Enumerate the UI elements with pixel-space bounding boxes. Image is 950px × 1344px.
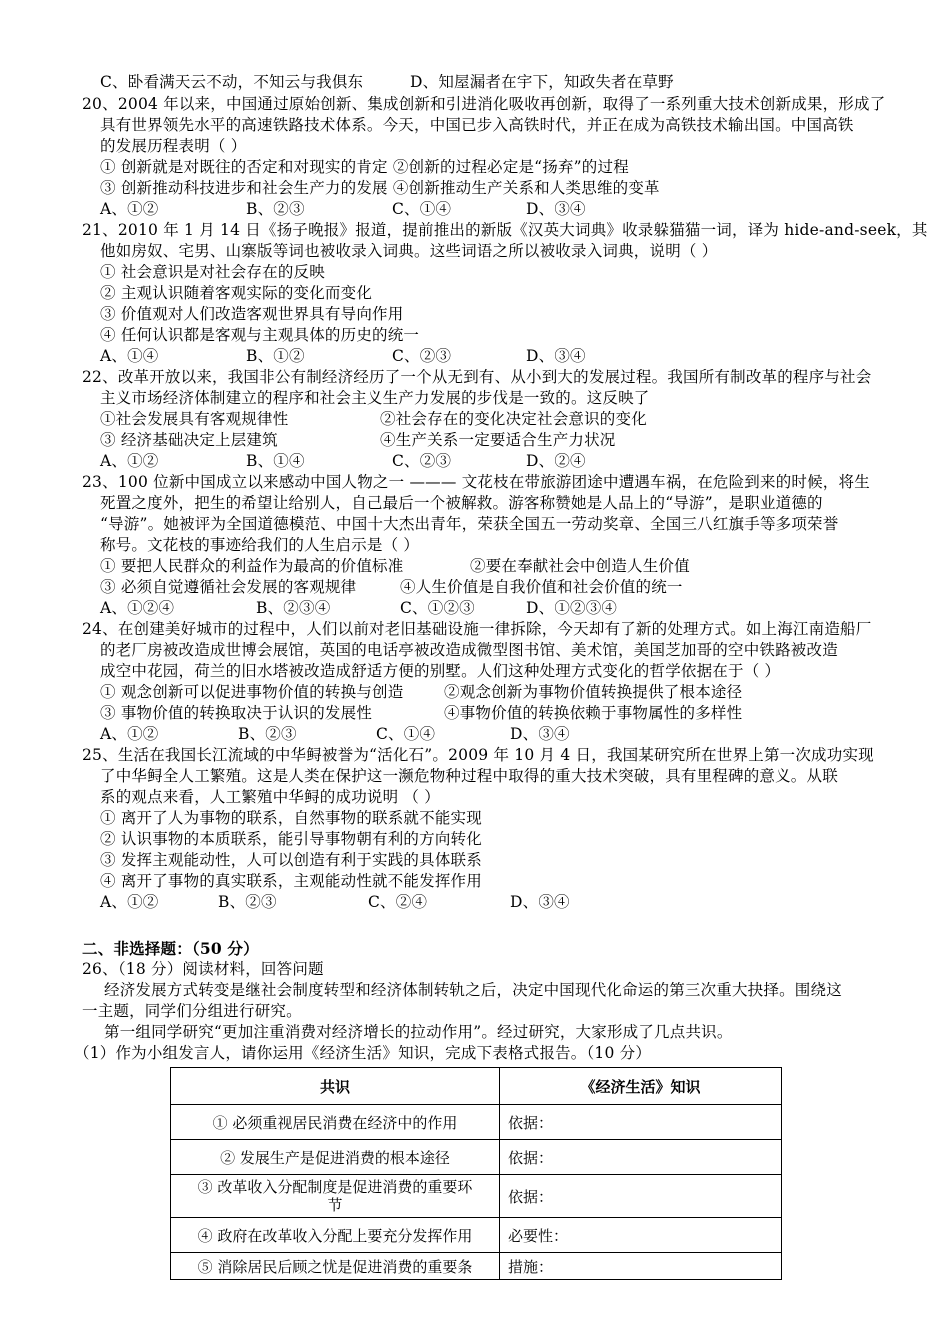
q25-option-c: C、②④ bbox=[368, 893, 428, 911]
q24-option-d: D、③④ bbox=[510, 725, 570, 743]
q21-statement-4: ④ 任何认识都是客观与主观具体的历史的统一 bbox=[100, 326, 420, 344]
q23-option-d: D、①②③④ bbox=[526, 599, 618, 617]
q20-option-a: A、①② bbox=[100, 200, 159, 218]
q20-stem-line2: 具有世界领先水平的高速铁路技术体系。今天，中国已步入高铁时代，并正在成为高铁技术输出国。中国高铁 bbox=[100, 116, 854, 134]
answer-cell[interactable]: 必要性： bbox=[500, 1218, 782, 1253]
q21-option-c: C、②③ bbox=[392, 347, 452, 365]
q26-material-line1: 经济发展方式转变是继社会制度转型和经济体制转轨之后，决定中国现代化命运的第三次重大抉择。围绕这 bbox=[104, 981, 842, 999]
table-header-consensus: 共识 bbox=[171, 1068, 500, 1105]
q22-statement-3: ③ 经济基础决定上层建筑 bbox=[100, 431, 278, 449]
q22-statement-2: ②社会存在的变化决定社会意识的变化 bbox=[380, 410, 647, 428]
q24-statement-3: ③ 事物价值的转换取决于认识的发展性 bbox=[100, 704, 373, 722]
q23-stem-line1: 23、100 位新中国成立以来感动中国人物之一 ——— 文花枝在带旅游团途中遭遇车祸，在危险到来的时候，将生 bbox=[82, 473, 870, 491]
q25-statement-3: ③ 发挥主观能动性，人可以创造有利于实践的具体联系 bbox=[100, 851, 482, 869]
q22-option-d: D、②④ bbox=[526, 452, 586, 470]
q25-stem-line1: 25、生活在我国长江流域的中华鲟被誉为“活化石”。2009 年 10 月 4 日，我国某研究所在世界上第一次成功实现 bbox=[82, 746, 874, 764]
q24-statement-1: ① 观念创新可以促进事物价值的转换与创造 bbox=[100, 683, 404, 701]
report-table bbox=[170, 1067, 782, 1280]
q24-stem-line1: 24、在创建美好城市的过程中，人们以前对老旧基础设施一律拆除，今天却有了新的处理方式。如上海江南造船厂 bbox=[82, 620, 872, 638]
q25-statement-1: ① 离开了人为事物的联系，自然事物的联系就不能实现 bbox=[100, 809, 482, 827]
consensus-cell: ② 发展生产是促进消费的根本途径 bbox=[171, 1140, 500, 1175]
q23-statement-3: ③ 必须自觉遵循社会发展的客观规律 bbox=[100, 578, 357, 596]
table-row bbox=[171, 1105, 782, 1140]
q21-stem-line2: 他如房奴、宅男、山寨版等词也被收录入词典。这些词语之所以被收录入词典，说明（ ） bbox=[100, 242, 718, 260]
q23-stem-line3: “导游”。她被评为全国道德模范、中国十大杰出青年，荣获全国五一劳动奖章、全国三八红旗手等多项荣誉 bbox=[100, 515, 839, 533]
q24-statement-2: ②观念创新为事物价值转换提供了根本途径 bbox=[444, 683, 743, 701]
q26-heading: 26、（18 分）阅读材料，回答问题 bbox=[82, 960, 324, 978]
q25-option-d: D、③④ bbox=[510, 893, 570, 911]
q23-statement-4: ④人生价值是自我价值和社会价值的统一 bbox=[400, 578, 683, 596]
q22-statement-4: ④生产关系一定要适合生产力状况 bbox=[380, 431, 616, 449]
q24-stem-line3: 成空中花园，荷兰的旧水塔被改造成舒适方便的别墅。人们这种处理方式变化的哲学依据在于（ ） bbox=[100, 662, 781, 680]
q22-statement-1: ①社会发展具有客观规律性 bbox=[100, 410, 289, 428]
answer-cell[interactable]: 依据： bbox=[500, 1105, 782, 1140]
table-row bbox=[171, 1218, 782, 1253]
q23-stem-line4: 称号。文花枝的事迹给我们的人生启示是（ ） bbox=[100, 536, 420, 554]
answer-cell[interactable]: 依据： bbox=[500, 1175, 782, 1218]
consensus-cell-line2: 节 bbox=[327, 1196, 343, 1214]
q24-option-b: B、②③ bbox=[238, 725, 297, 743]
table-row bbox=[171, 1175, 782, 1218]
q25-stem-line2: 了中华鲟全人工繁殖。这是人类在保护这一濒危物种过程中取得的重大技术突破，具有里程碑的意义。从联 bbox=[100, 767, 838, 785]
q23-statement-1: ① 要把人民群众的利益作为最高的价值标准 bbox=[100, 557, 404, 575]
q22-stem-line1: 22、改革开放以来，我国非公有制经济经历了一个从无到有、从小到大的发展过程。我国所有制改革的程序与社会 bbox=[82, 368, 872, 386]
q21-option-a: A、①④ bbox=[100, 347, 159, 365]
q21-statement-1: ① 社会意识是对社会存在的反映 bbox=[100, 263, 325, 281]
q21-stem-line1: 21、2010 年 1 月 14 日《扬子晚报》报道，提前推出的新版《汉英大词典》收录躲猫猫一词，译为 hide-and-seek，其 bbox=[82, 221, 928, 239]
consensus-cell: ① 必须重视居民消费在经济中的作用 bbox=[171, 1105, 500, 1140]
q25-stem-line3: 系的观点来看，人工繁殖中华鲟的成功说明 （ ） bbox=[100, 788, 440, 806]
q20-option-c: C、①④ bbox=[392, 200, 452, 218]
q20-stem-line1: 20、2004 年以来，中国通过原始创新、集成创新和引进消化吸收再创新，取得了一系列重大技术创新成果，形成了 bbox=[82, 95, 886, 113]
q25-option-b: B、②③ bbox=[218, 893, 277, 911]
q23-option-c: C、①②③ bbox=[400, 599, 475, 617]
q23-option-a: A、①②④ bbox=[100, 599, 175, 617]
q25-statement-4: ④ 离开了事物的真实联系，主观能动性就不能发挥作用 bbox=[100, 872, 482, 890]
q25-statement-2: ② 认识事物的本质联系，能引导事物朝有利的方向转化 bbox=[100, 830, 482, 848]
consensus-cell: ⑤ 消除居民后顾之忧是促进消费的重要条 bbox=[171, 1253, 500, 1280]
q24-option-c: C、①④ bbox=[376, 725, 436, 743]
q22-option-b: B、①④ bbox=[246, 452, 305, 470]
answer-cell[interactable]: 依据： bbox=[500, 1140, 782, 1175]
q26-material-line3: 第一组同学研究“更加注重消费对经济增长的拉动作用”。经过研究，大家形成了几点共识。 bbox=[104, 1023, 733, 1041]
q20-option-d: D、③④ bbox=[526, 200, 586, 218]
consensus-cell-line1: ③ 改革收入分配制度是促进消费的重要环 bbox=[197, 1178, 473, 1196]
q22-option-a: A、①② bbox=[100, 452, 159, 470]
q21-statement-2: ② 主观认识随着客观实际的变化而变化 bbox=[100, 284, 373, 302]
q25-option-a: A、①② bbox=[100, 893, 159, 911]
q21-option-d: D、③④ bbox=[526, 347, 586, 365]
q23-option-b: B、②③④ bbox=[256, 599, 331, 617]
q20-option-b: B、②③ bbox=[246, 200, 305, 218]
q23-stem-line2: 死置之度外，把生的希望让给别人，自己最后一个被解救。游客称赞她是人品上的“导游”，是职业道德的 bbox=[100, 494, 823, 512]
q19-option-d: D、知屋漏者在宇下，知政失者在草野 bbox=[410, 73, 674, 91]
q24-option-a: A、①② bbox=[100, 725, 159, 743]
consensus-cell bbox=[171, 1175, 500, 1218]
consensus-cell: ④ 政府在改革收入分配上要充分发挥作用 bbox=[171, 1218, 500, 1253]
table-row bbox=[171, 1140, 782, 1175]
table-row bbox=[171, 1253, 782, 1280]
q26-material-line2: 一主题，同学们分组进行研究。 bbox=[82, 1002, 302, 1020]
q21-statement-3: ③ 价值观对人们改造客观世界具有导向作用 bbox=[100, 305, 404, 323]
q20-statement-2: ③ 创新推动科技进步和社会生产力的发展 ④创新推动生产关系和人类思维的变革 bbox=[100, 179, 660, 197]
answer-cell[interactable]: 措施： bbox=[500, 1253, 782, 1280]
q22-stem-line2: 主义市场经济体制建立的程序和社会主义生产力发展的步伐是一致的。这反映了 bbox=[100, 389, 650, 407]
q20-stem-line3: 的发展历程表明（ ） bbox=[100, 137, 247, 155]
q24-statement-4: ④事物价值的转换依赖于事物属性的多样性 bbox=[444, 704, 743, 722]
q24-stem-line2: 的老厂房被改造成世博会展馆，英国的电话亭被改造成微型图书馆、美术馆，美国芝加哥的空中铁路被改造 bbox=[100, 641, 838, 659]
q26-subquestion-1: （1）作为小组发言人，请你运用《经济生活》知识，完成下表格式报告。（10 分） bbox=[74, 1044, 652, 1062]
q23-statement-2: ②要在奉献社会中创造人生价值 bbox=[470, 557, 690, 575]
q20-statement-1: ① 创新就是对既往的否定和对现实的肯定 ②创新的过程必定是“扬弃”的过程 bbox=[100, 158, 629, 176]
q22-option-c: C、②③ bbox=[392, 452, 452, 470]
q21-option-b: B、①② bbox=[246, 347, 305, 365]
section2-title: 二、非选择题：（50 分） bbox=[82, 939, 259, 958]
table-header-knowledge: 《经济生活》知识 bbox=[500, 1068, 782, 1105]
table-header-row bbox=[171, 1068, 782, 1105]
q19-option-c: C、卧看满天云不动，不知云与我俱东 bbox=[100, 73, 364, 91]
